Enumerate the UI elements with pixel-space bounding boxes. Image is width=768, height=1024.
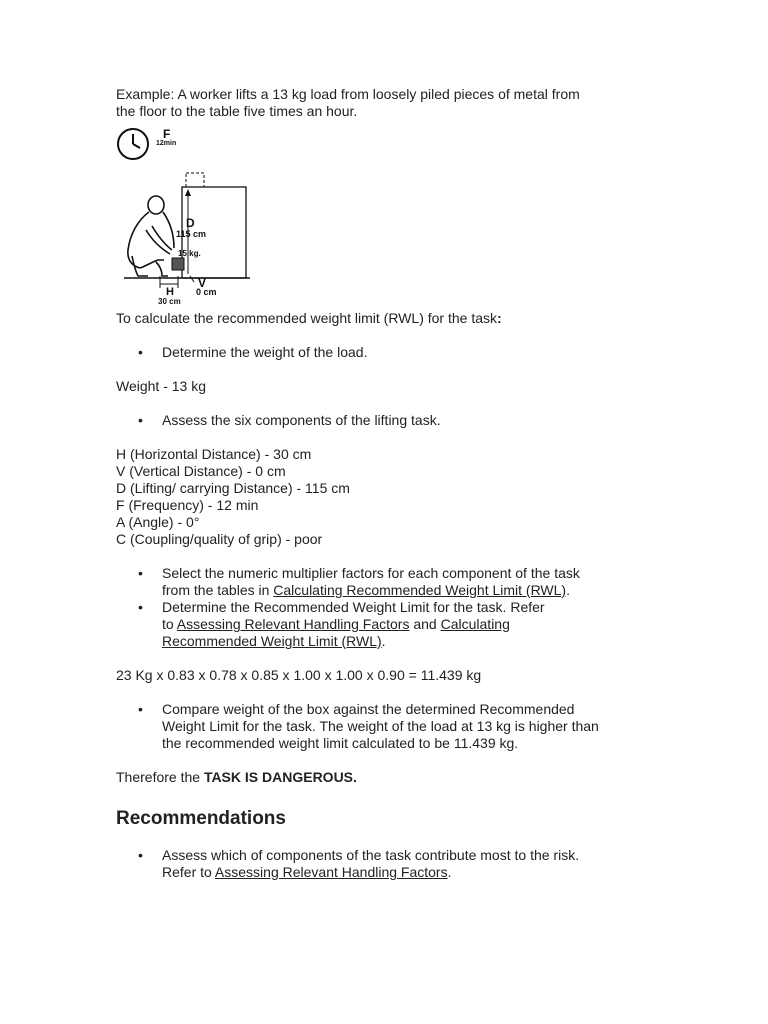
calc-intro-text: To calculate the recommended weight limit (RWL) for the task: [116, 310, 498, 326]
link-calculating-rwl[interactable]: Calculating Recommended Weight Limit (RWL): [273, 582, 567, 598]
h-value: 30 cm: [158, 297, 181, 306]
link-assessing-handling-factors-2[interactable]: Assessing Relevant Handling Factors: [214, 864, 448, 880]
component-c: C (Coupling/quality of grip) - poor: [116, 531, 323, 547]
bullet-list-3: [116, 565, 656, 650]
example-line-2: the floor to the table five times an hour.: [116, 103, 358, 119]
component-a: A (Angle) - 0°: [116, 514, 200, 530]
select-post: .: [566, 582, 570, 598]
d-label: D: [186, 216, 195, 230]
bullet-determine-weight: • Determine the weight of the load.: [162, 344, 656, 361]
component-f: F (Frequency) - 12 min: [116, 497, 259, 513]
component-d: D (Lifting/ carrying Distance) - 115 cm: [116, 480, 350, 496]
select-line-1: Select the numeric multiplier factors for each component of the task: [162, 565, 580, 581]
bullet-assess-components: • Assess the six components of the lifting task.: [162, 412, 656, 429]
example-paragraph: [116, 86, 656, 120]
frequency-value: 12min: [156, 140, 177, 147]
bullet-list-4: [116, 701, 656, 752]
worker-lifting-figure: [128, 196, 174, 276]
recommendations-heading: Recommendations: [116, 808, 286, 829]
bullet-list-5: [116, 847, 656, 881]
v-label: V: [198, 276, 207, 290]
determine-line-1: Determine the Recommended Weight Limit for the task. Refer: [162, 599, 545, 615]
determine-pre: to: [162, 616, 177, 632]
bullet-list-2: [116, 412, 656, 429]
calc-intro-colon: :: [497, 310, 502, 326]
determine-post: .: [381, 633, 386, 649]
link-calculating-rwl-part-1[interactable]: Calculating: [440, 616, 510, 632]
therefore-line: [116, 769, 656, 786]
load-box: [172, 258, 184, 270]
assess-pre: Refer to: [162, 864, 215, 880]
bullet-assess-risk: [162, 847, 656, 881]
example-line-1: Example: A worker lifts a 13 kg load from loosely piled pieces of metal from: [116, 86, 580, 102]
components-list: [116, 446, 656, 548]
link-assessing-handling-factors[interactable]: Assessing Relevant Handling Factors: [176, 616, 410, 632]
component-h: H (Horizontal Distance) - 30 cm: [116, 446, 312, 462]
bullet-list-1: [116, 344, 656, 361]
therefore-pre: Therefore the: [116, 769, 204, 785]
assess-post: .: [447, 864, 452, 880]
compare-line-2: Weight Limit for the task. The weight of the load at 13 kg is higher than: [162, 718, 599, 734]
assess-line-1: Assess which of components of the task contribute most to the risk.: [162, 847, 580, 863]
bullet-select-multipliers: [162, 565, 656, 599]
bullet-compare-weight: [162, 701, 656, 752]
h-label: H: [166, 286, 174, 298]
component-v: V (Vertical Distance) - 0 cm: [116, 463, 286, 479]
task-dangerous: TASK IS DANGEROUS.: [203, 769, 357, 785]
frequency-label: F: [163, 127, 171, 141]
compare-line-3: the recommended weight limit calculated to be 11.439 kg.: [162, 735, 519, 751]
weight-line: Weight - 13 kg: [116, 378, 207, 394]
d-value: 115 cm: [176, 229, 207, 239]
v-value: 0 cm: [196, 287, 217, 297]
document-body: [116, 86, 656, 881]
calc-intro: [116, 310, 656, 327]
determine-mid: and: [409, 616, 441, 632]
rwl-equation: 23 Kg x 0.83 x 0.78 x 0.85 x 1.00 x 1.00 x 0.90 = 11.439 kg: [116, 667, 482, 683]
link-calculating-rwl-part-2[interactable]: Recommended Weight Limit (RWL): [162, 633, 382, 649]
clock-icon: [118, 129, 148, 159]
bullet-determine-rwl: [162, 599, 656, 650]
load-value: 15 kg.: [178, 249, 201, 258]
v-marker: [190, 276, 194, 282]
select-pre: from the tables in: [162, 582, 274, 598]
lifting-task-diagram: [116, 126, 266, 306]
compare-line-1: Compare weight of the box against the determined Recommended: [162, 701, 575, 717]
